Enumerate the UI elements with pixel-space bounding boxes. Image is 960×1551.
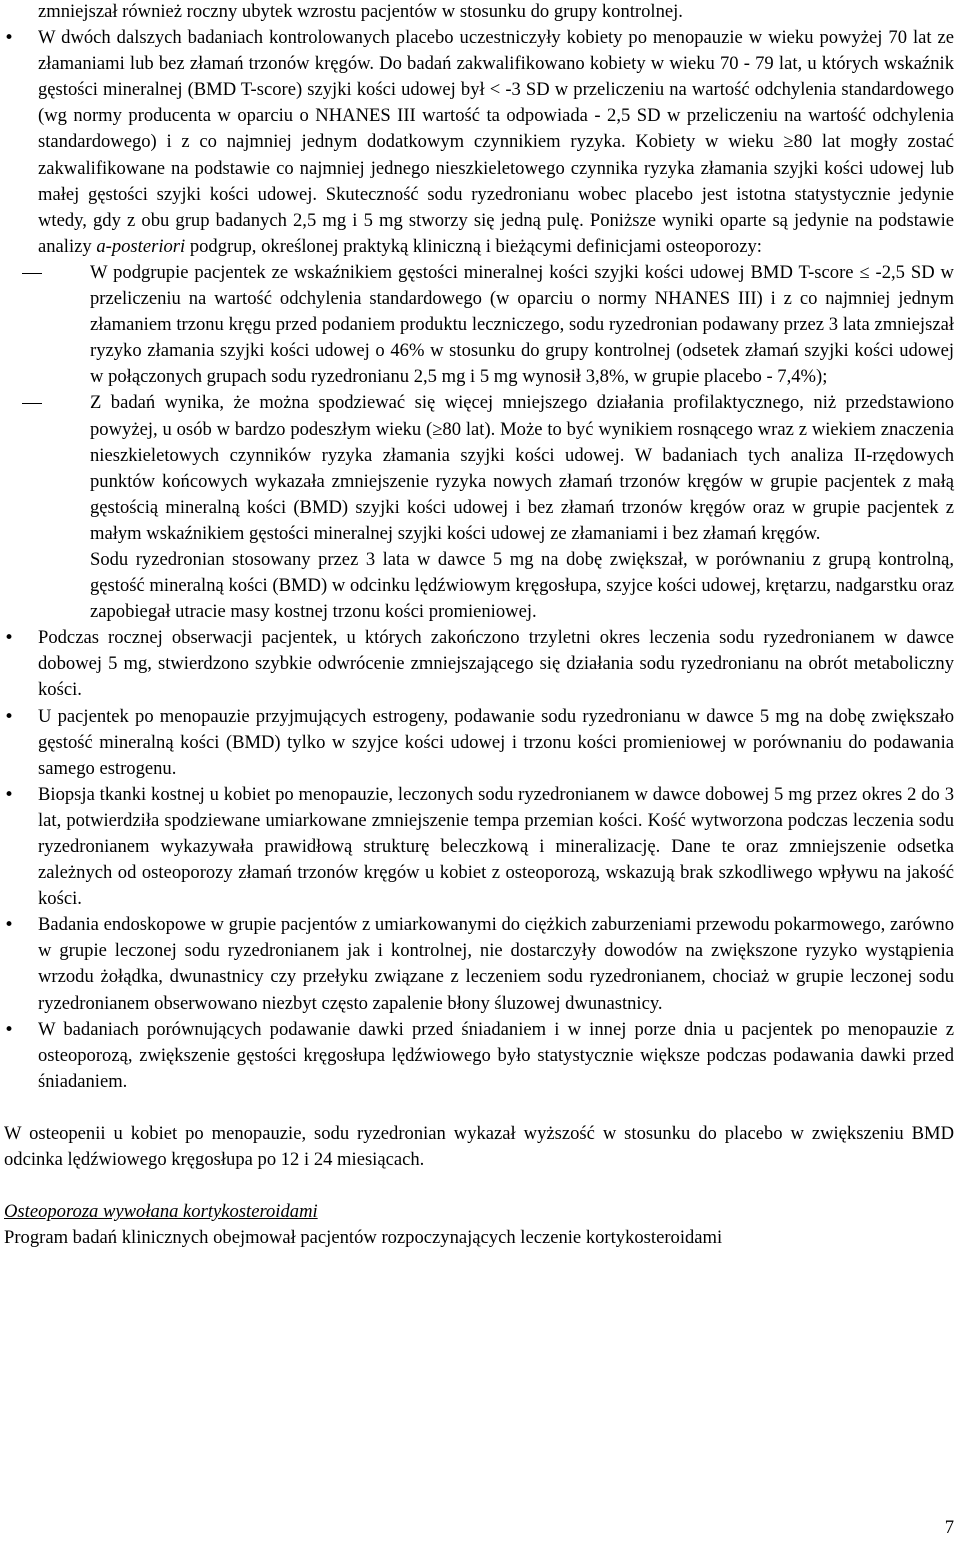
bullet-item-elderly-studies — [4, 25, 954, 260]
bullet-item — [4, 625, 954, 703]
osteopenia-paragraph: W osteopenii u kobiet po menopauzie, sodu ryzedronian wykazał wyższość w stosunku do placebo w zwiększeniu BMD odcinka lędźwiowego kręgosłupa po 12 i 24 miesiącach. — [4, 1122, 954, 1171]
dash-item — [4, 390, 954, 547]
document-content — [4, 0, 954, 1251]
section-paragraph: Program badań klinicznych obejmował pacjentów rozpoczynających leczenie kortykosteroidami — [4, 1227, 723, 1249]
page-number: 7 — [944, 1517, 954, 1538]
bullet-list-continued — [4, 625, 954, 1095]
section-heading: Osteoporoza wywołana kortykosteroidami — [4, 1201, 318, 1223]
bullet-text: U pacjentek po menopauzie przyjmujących estrogeny, podawanie sodu ryzedronianu w dawce 5 mg na dobę zwiększało gęstość mineralną kości (BMD) tylko w szyjce kości udowej i trzonu kości promieniowej w porównaniu do podawania samego estrogenu. — [38, 705, 954, 779]
dash-list — [4, 260, 954, 547]
indented-paragraph: Sodu ryzedronian stosowany przez 3 lata w dawce 5 mg na dobę zwiększał, w porównaniu z grupą kontrolną, gęstość mineralną kości (BMD) w odcinku lędźwiowym kręgosłupa, szyjce kości udowej, krętarzu, nadgarstku oraz zapobiegał utracie masy kostnej trzonu kości promieniowej. — [90, 548, 954, 623]
dash-marker — [22, 403, 42, 404]
bullet-text-end: podgrup, określonej praktyką kliniczną i bieżącymi definicjami osteoporozy: — [185, 235, 762, 257]
continued-paragraph — [4, 0, 954, 25]
bullet-text: W badaniach porównujących podawanie dawki przed śniadaniem i w innej porze dnia u pacjentek po menopauzie z osteoporozą, zwiększenie gęstości kręgosłupa lędźwiowego było statystycznie większe podczas podawania dawki przed śniadaniem. — [38, 1018, 954, 1092]
bullet-list — [4, 0, 954, 260]
bullet-text: W dwóch dalszych badaniach kontrolowanych placebo uczestniczyły kobiety po menopauzie w wieku powyżej 70 lat ze złamaniami lub bez złamań trzonów kręgów. Do badań zakwalifikowano kobiety w wieku 70 - 79 lat, u których wskaźnik gęstości mineralnej (BMD T-score) szyjki kości udowej był < -3 SD w przeliczeniu na wartość odchylenia standardowego (wg normy producenta w oparciu o NHANES III wartość ta odpowiada - 2,5 SD w przeliczeniu na wartość odchylenia standardowego) i z co najmniej jednym dodatkowym czynnikiem ryzyka. Kobiety w wieku ≥80 lat mogły zostać zakwalifikowane na podstawie co najmniej jednego nieszkieletowego czynnika ryzyka złamania szyjki kości udowej lub małej gęstości szyjki kości udowej. Skuteczność sodu ryzedronianu wobec placebo jest istotna statystycznie jedynie wtedy, gdy z obu grup badanych 2,5 mg i 5 mg stworzy się jedną pulę. Poniższe wyniki oparte są jedynie na podstawie analizy — [38, 27, 954, 257]
italic-term: a-posteriori — [96, 235, 186, 257]
continued-text: zmniejszał również roczny ubytek wzrostu pacjentów w stosunku do grupy kontrolnej. — [38, 1, 683, 22]
dash-item-text: W podgrupie pacjentek ze wskaźnikiem gęstości mineralnej kości szyjki kości udowej BMD T-score ≤ -2,5 SD w przeliczeniu na wartość odchylenia standardowego (w oparciu o normy NHANES III) i z co najmniej jednym złamaniem trzonu kręgu przed podaniem produktu leczniczego, sodu ryzedronian podawany przez 3 lata zmniejszał ryzyko złamania szyjki kości udowej o 46% w stosunku do grupy kontrolnej (odsetek złamań szyjki kości udowej w połączonych grupach sodu ryzedronianu 2,5 mg i 5 mg wynosił 3,8%, w grupie placebo - 7,4%); — [90, 261, 954, 388]
bullet-item — [4, 782, 954, 912]
bullet-text: Biopsja tkanki kostnej u kobiet po menopauzie, leczonych sodu ryzedronianem w dawce dobowej 5 mg przez okres 2 do 3 lat, potwierdziła spodziewane umiarkowane zmniejszenie tempa przemian kości. Kość wytworzona podczas leczenia sodu ryzedronianem wykazywała prawidłową strukturę beleczkową i mineralizację. Dane te oraz zmniejszenie odsetka zależnych od osteoporozy złamań trzonów kręgów u kobiet z osteoporozą, wskazują brak szkodliwego wpływu na jakość kości. — [38, 783, 954, 910]
dash-item-text: Z badań wynika, że można spodziewać się więcej mniejszego działania profilaktycznego, niż przedstawiono powyżej, u osób w bardzo podeszłym wieku (≥80 lat). Może to być wynikiem rosnącego wraz z wiekiem znaczenia nieszkieletowych czynników ryzyka złamania szyjki kości udowej. W badaniach tych analiza II-rzędowych punktów końcowych wykazała zmniejszenie ryzyka nowych złamań trzonów kręgów w grupie pacjentek z małą gęstością mineralną kości (BMD) szyjki kości udowej i bez złamań trzonów kręgów oraz w grupie pacjentek z małym wskaźnikiem gęstości mineralnej szyjki kości udowej ze złamaniami i bez złamań kręgów. — [90, 392, 954, 544]
bullet-text: Podczas rocznej obserwacji pacjentek, u których zakończono trzyletni okres leczenia sodu ryzedronianem w dawce dobowej 5 mg, stwierdzono szybkie odwrócenie zmniejszającego się działania sodu ryzedronianu na obrót metaboliczny kości. — [38, 627, 954, 701]
bullet-item — [4, 704, 954, 782]
bullet-item — [4, 1017, 954, 1095]
dash-marker — [22, 273, 42, 274]
bullet-item — [4, 912, 954, 1016]
dash-item — [4, 260, 954, 390]
bullet-text: Badania endoskopowe w grupie pacjentów z umiarkowanymi do ciężkich zaburzeniami przewodu pokarmowego, zarówno w grupie leczonej sodu ryzedronianem jak i kontrolnej, nie dostarczyły dowodów na zwiększone ryzyko wystąpienia wrzodu żołądka, dwunastnicy czy przełyku związane z leczeniem sodu ryzedronianem, chociaż w grupie leczonej sodu ryzedronianem obserwowano niezbyt często zapalenie błony śluzowej dwunastnicy. — [38, 914, 954, 1014]
